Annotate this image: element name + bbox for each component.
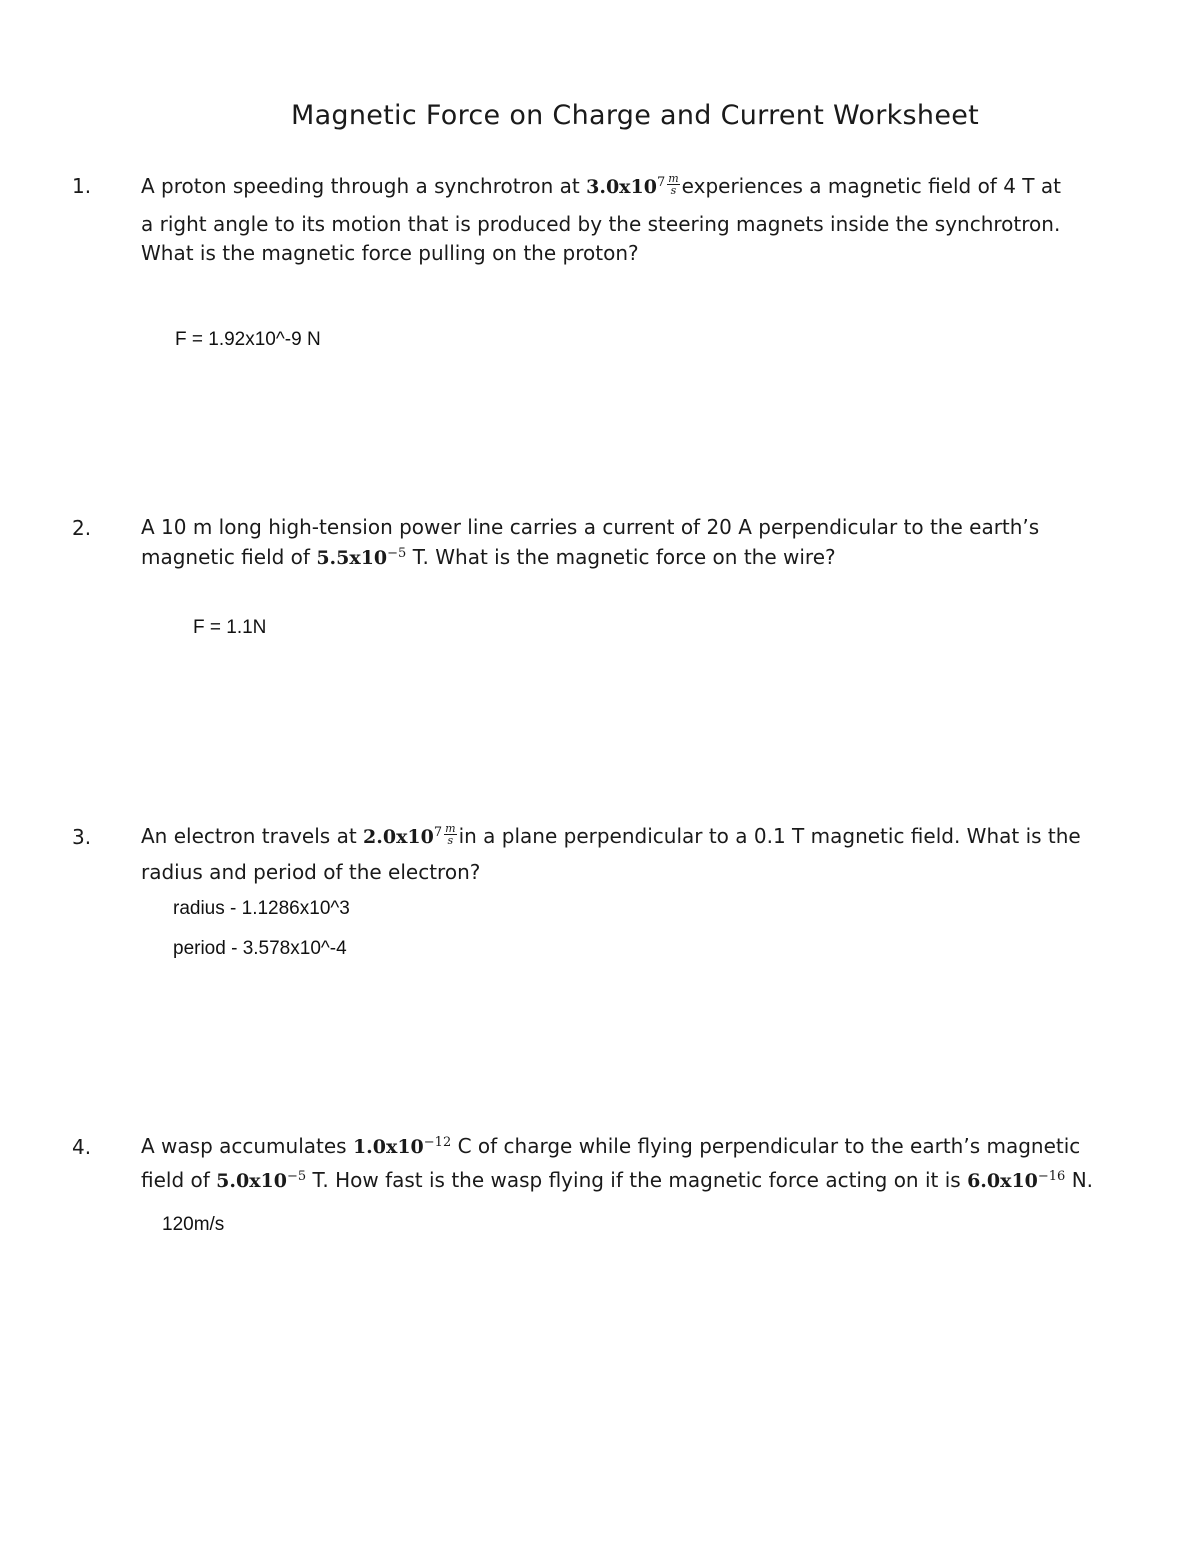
math-expression: $5.0x10^{-5}$ (216, 1169, 307, 1192)
question-line: a right angle to its motion that is produced by the steering magnets inside the synchrotron. (141, 212, 1061, 236)
question-line: field of $5.0x10^{-5}$ T. How fast is the wasp flying if the magnetic force acting on it is $6.0x10^{-16}$ N. (141, 1168, 1094, 1192)
math-expression: $1.0x10^{-12}$ (352, 1135, 452, 1158)
question-line: magnetic field of $5.5x10^{-5}$ T. What is the magnetic force on the wire? (141, 545, 836, 569)
question-text (141, 170, 1141, 270)
answer-1: F = 1.92x10^-9 N (175, 329, 321, 350)
math-expression: $6.0x10^{-16}$ (967, 1169, 1066, 1192)
question-number: 2. (72, 516, 92, 540)
answer-4: 120m/s (162, 1214, 225, 1235)
question-line: An electron travels at $2.0x10^7$ $\frac{m}{s}$ in a plane perpendicular to a 0.1 T magnetic field. What is the (141, 822, 1081, 848)
question-line: What is the magnetic force pulling on the proton? (141, 241, 639, 265)
question-line: A proton speeding through a synchrotron at $3.0x10^7$ $\frac{m}{s}$ experiences a magnetic field of 4 T at (141, 172, 1061, 198)
answer-3-radius: radius - 1.1286x10^3 (173, 898, 350, 919)
question-line: A wasp accumulates $1.0x10^{-12}$ C of charge while flying perpendicular to the earth’s magnetic (141, 1134, 1081, 1158)
math-expression: $3.0x10^7$ (586, 175, 666, 198)
answer-3-period: period - 3.578x10^-4 (173, 938, 347, 959)
worksheet-title: Magnetic Force on Charge and Current Worksheet (290, 100, 980, 131)
question-number: 4. (72, 1135, 92, 1159)
question-number: 3. (72, 825, 92, 849)
math-expression: $2.0x10^7$ (363, 825, 443, 848)
question-number: 1. (72, 174, 92, 198)
math-expression: $5.5x10^{-5}$ (316, 546, 407, 569)
question-line: radius and period of the electron? (141, 860, 481, 884)
unit-fraction: $\frac{m}{s}$ (445, 822, 456, 847)
answer-2: F = 1.1N (193, 617, 267, 638)
question-text (141, 511, 1141, 575)
question-text (141, 820, 1161, 889)
question-text (141, 1130, 1161, 1198)
question-line: A 10 m long high-tension power line carries a current of 20 A perpendicular to the earth’s (141, 515, 1040, 539)
unit-fraction: $\frac{m}{s}$ (668, 172, 679, 197)
